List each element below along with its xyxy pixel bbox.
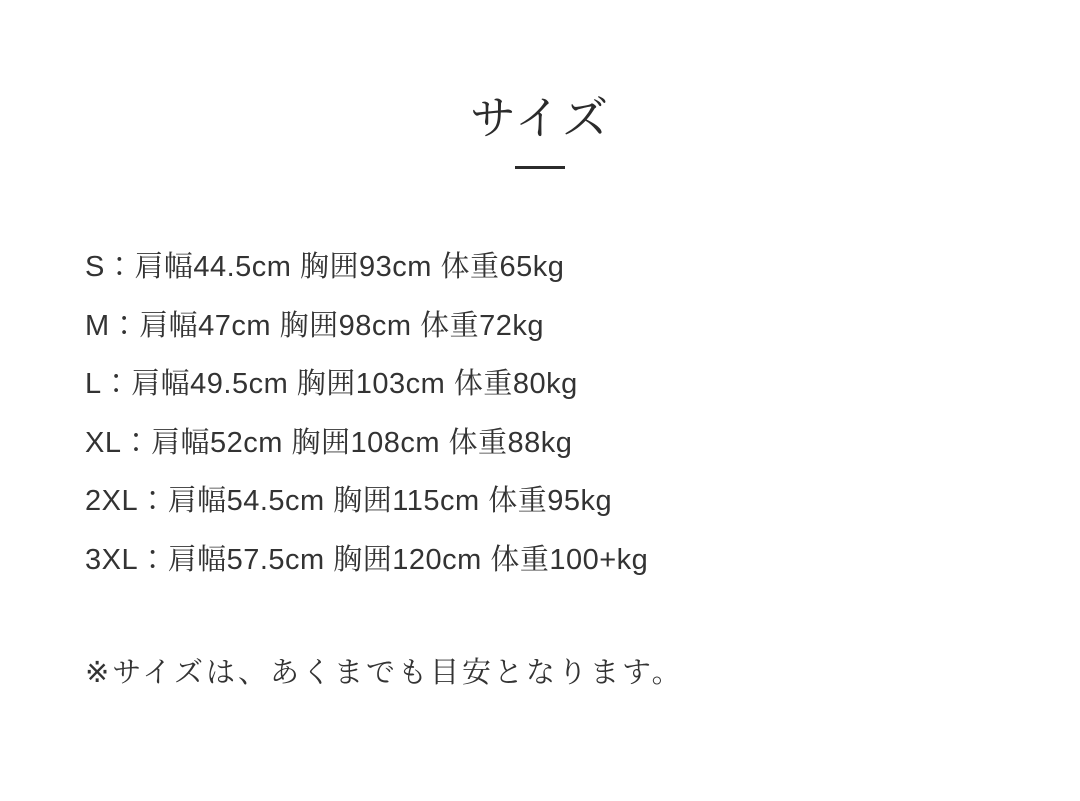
size-row-s: S：肩幅44.5cm 胸囲93cm 体重65kg [85,251,565,283]
size-row-l: L：肩幅49.5cm 胸囲103cm 体重80kg [85,368,578,400]
size-row-xl: XL：肩幅52cm 胸囲108cm 体重88kg [85,426,573,459]
title-divider [515,166,565,169]
size-list [85,238,1020,589]
size-disclaimer-note: ※サイズは、あくまでも目安となります。 [85,657,684,689]
size-row-m: M：肩幅47cm 胸囲98cm 体重72kg [85,309,544,342]
size-row-2xl: 2XL：肩幅54.5cm 胸囲115cm 体重95kg [85,485,613,517]
size-row-3xl: 3XL：肩幅57.5cm 胸囲120cm 体重100+kg [85,543,649,576]
page-title: サイズ [469,92,611,144]
